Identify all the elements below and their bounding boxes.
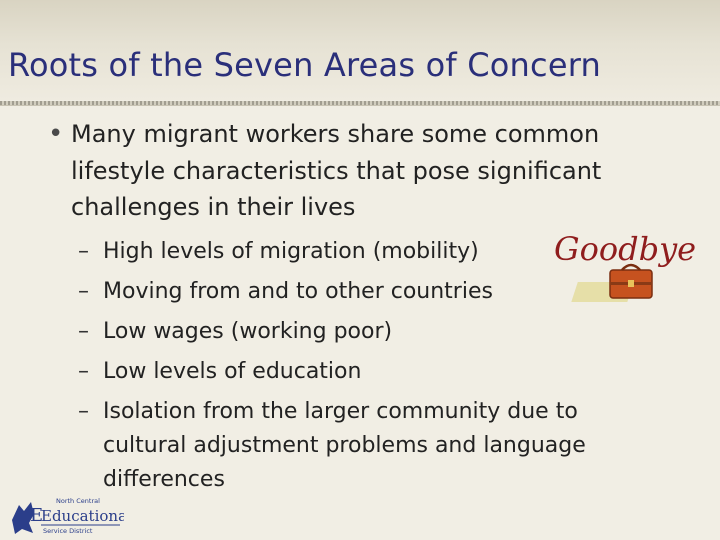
sub-bullet-marker: –	[78, 239, 89, 264]
goodbye-suitcase-icon	[550, 226, 700, 308]
sub-bullet-marker: –	[78, 279, 89, 304]
sub-bullet-text: High levels of migration (mobility)	[103, 239, 479, 264]
sub-bullet-marker: –	[78, 359, 89, 384]
logo-line1: North Central	[56, 497, 100, 505]
slide-title: Roots of the Seven Areas of Concern	[8, 46, 601, 84]
logo-line2: Educational	[41, 507, 124, 525]
sub-bullet-text: Moving from and to other countries	[103, 279, 493, 304]
main-bullet-marker: •	[48, 119, 64, 149]
sub-bullet-text: Isolation from the larger community due to cultural adjustment problems and language differences	[103, 399, 586, 492]
sub-bullet-text: Low wages (working poor)	[103, 319, 393, 344]
esd-logo	[6, 494, 124, 536]
goodbye-script-text: Goodbye	[554, 230, 697, 268]
sub-bullet-text: Low levels of education	[103, 359, 362, 384]
sub-bullet-marker: –	[78, 399, 89, 424]
svg-text:E: E	[30, 505, 44, 526]
sub-bullet-marker: –	[78, 319, 89, 344]
main-bullet-text: Many migrant workers share some common lifestyle characteristics that pose significant challenges in their lives	[71, 120, 602, 221]
logo-line3: Service District	[43, 527, 93, 535]
title-divider-line	[0, 105, 720, 106]
